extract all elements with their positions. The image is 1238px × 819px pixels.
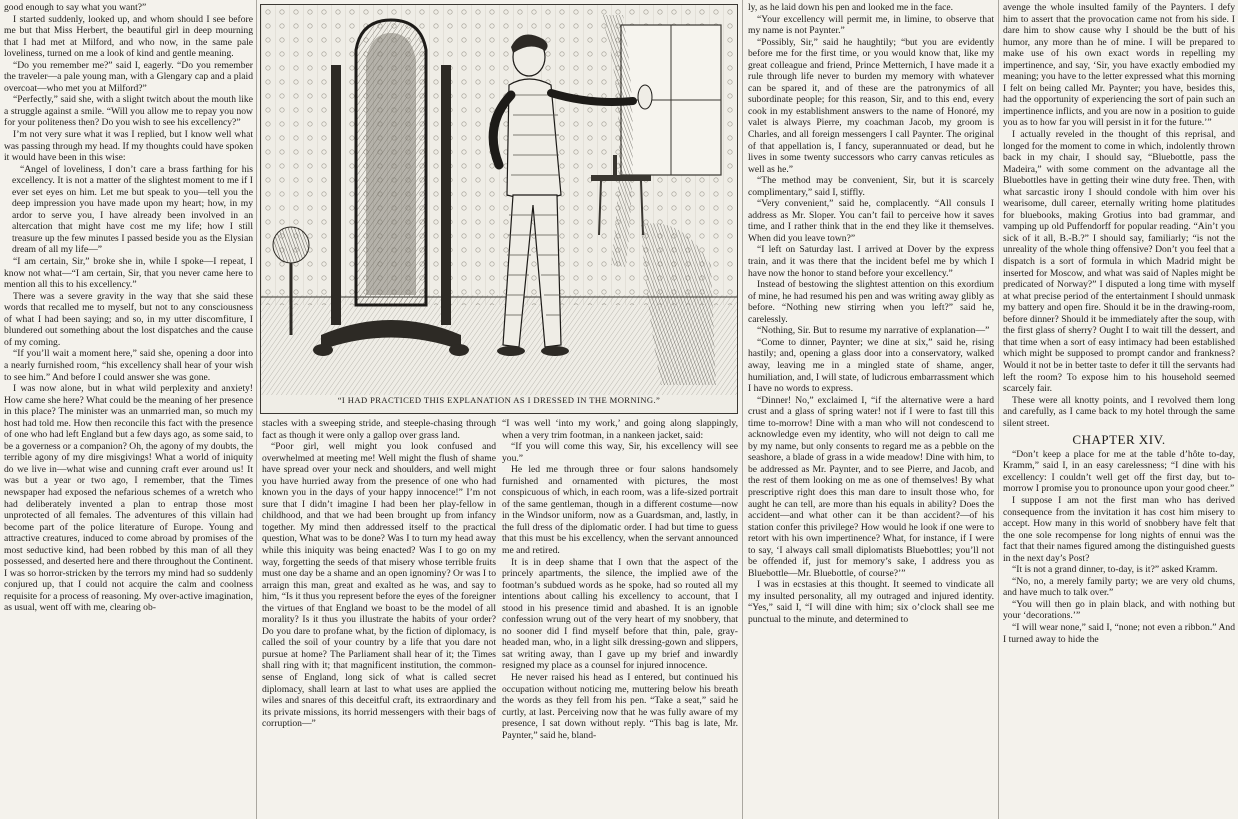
paragraph: “Nothing, Sir. But to resume my narrative of explanation—” xyxy=(757,325,990,337)
paragraph: I suppose I am not the first man who has derived consequence from the invitation it has cost him misery to accept. How many in this world of snobbery have felt that the one sole recompense for long nights of ennui was the fact that their names figured among the distinguished guests in the next day’s Post? xyxy=(1003,494,1235,564)
paragraph: I actually reveled in the thought of this reprisal, and longed for the moment to come in which, indolently thrown back in my chair, I should say, “Bluebottle, pass the Madeira,” with some comment on the advantage all the Bluebottles have in getting their wine duty free. Then, with what sarcastic irony I should condole with him over his wearisome, dull career, eternally writing home platitudes for bluebooks, making Grotius into bad grammar, and vamping up old Puffendorff for popular reading. “Ain’t you sick of it all, B.-B.?” I should say, familiarly; “is not the unreality of the whole thing offensive? Don’t you feel that a dispatch is a sort of formula in which Madrid might be inserted for Moscow, and what was said of Naples might be predicated of Norway?” I disputed a long time with myself at what precise period of the entertainment I should unmask my battery and open fire. Should it be in the drawing-room, before dinner? Should it be immediately after the soup, with the first glass of sherry? Ought I to wait till the dessert, and that time when a sort of easy intimacy had been established which might be supposed to prompt candor and frankness? Would it not be in better taste to defer it till the servants had left the room? To expose him to his household seemed scarcely fair. xyxy=(1003,129,1235,395)
paragraph: “If you will come this way, Sir, his excellency will see you.” xyxy=(502,441,738,464)
chapter-heading: CHAPTER XIV. xyxy=(1072,432,1166,448)
illustration-caption: “I HAD PRACTICED THIS EXPLANATION AS I DRESSED IN THE MORNING.” xyxy=(337,395,661,405)
paragraph: “I was well ‘into my work,’ and going along slappingly, when a very trim footman, in a nankeen jacket, said: xyxy=(502,418,738,441)
engraving-illustration xyxy=(260,4,738,414)
column-rule xyxy=(998,0,999,819)
paragraph: Instead of bestowing the slightest attention on this exordium of mine, he had resumed his pen and was writing away glibly as before. “Nothing new stirring when you left?” said he, carelessly. xyxy=(748,279,994,325)
text-column-1 xyxy=(4,2,253,817)
paragraph: “Poor girl, well might you look confused and overwhelmed at meeting me! Well might the flush of shame have spread over your neck and shoulders, and well might you have hurried away from the presence of one who had known you in the days of your happy innocence!” I’m not sure that I didn’t imagine I had been her play-fellow in childhood, and that we had been brought up from infancy together. My mind then addressed itself to the practical question, What was to be done? Was I to turn my head away while this iniquity was being enacted? Was I to go on my way, forgetting the seeds of that misery whose terrible fruits must one day be a shame and an open ignominy? Or was I to arraign this man, great and exalted as he was, and say to him, “Is it thus you represent before the eyes of the foreigner the virtues of that England we boast to be the model of all morality? Is it thus you illustrate the habits of your order? Do you dare to profane what, by the fiction of diplomacy, is called the soil of your country by a life that you dare not pursue at home? The Parliament shall hear of it; the Times shall ring with it; that magnificent institution, the common-sense of England, long sick of what is called secret diplomacy, shall learn at last to what uses are applied the wiles and snares of this deceitful craft, its extraordinary and its private missions, its horrid messengers with their bags of corruption—” xyxy=(262,441,496,730)
paragraph: “No, no, a merely family party; we are very old chums, and have much to talk over.” xyxy=(1003,575,1235,599)
text-column-3 xyxy=(502,418,738,817)
paragraph: “If you’ll wait a moment here,” said she, opening a door into a nearly furnished room, “his excellency shall hear of your wish to see him.” And before I could answer she was gone. xyxy=(4,348,253,383)
paragraph: “Don’t keep a place for me at the table d’hôte to-day, Kramm,” said I, in an easy carelessness; “I dine with his excellency: I couldn’t well get off the first day, but to-morrow I promise you to pronounce upon your good cheer.” xyxy=(1003,448,1235,495)
paragraph: stacles with a sweeping stride, and steeple-chasing through fact as though it were only a gallop over grass land. xyxy=(262,418,496,441)
paragraph: “Possibly, Sir,” said he haughtily; “but you are evidently before me for the first time, or you would know that, like my great colleague and friend, Prince Metternich, I have made it a rule through life never to burden my memory with whatever can be spared it, and of these are the patronymics of all subordinate people; for this reason, Sir, and to this end, every cook in my establishment answers to the name of Honoré, my valet is always Pierre, my coachman Jacob, my groom is Charles, and all foreign messengers I call Paynter. The original of that appellation is, I fancy, superannuated or dead, but he lives in some twenty successors who carry canvas reticules as well as he.” xyxy=(748,36,994,175)
paragraph: I’m not very sure what it was I replied, but I know well what was passing through my head. If my thoughts could have spoken it would have been in this wise: xyxy=(4,129,253,164)
paragraph: I was now alone, but in what wild perplexity and anxiety! How came she here? What could be the meaning of her presence in this place? The minister was an unmarried man, so much my host had told me. How then reconcile this fact with the presence of one who had left England but a few days ago, as some said, to be a governess or a companion? Oh, the agony of my doubts, the terrible agony of my dire misgivings! What a world of iniquity do we live in—what wise and cunning craft ever around us! It was but a year or two ago, I remember, that the Times newspaper had exposed the nefarious schemes of a wretch who had deliberately invented a plan to entrap those most unprotected of all females. The adventures of this villain had become part of the police literature of Europe. Young and attractive creatures, induced to come abroad by promises of the most seductive kind, had been robbed by this man of all they possessed, and deserted here and there throughout the Continent. I was so horror-stricken by the terrors my mind had so suddenly conjured up, that I could not acquire the calm and coolness requisite for a process of reasoning. My over-active imagination, as usual, went off with me, clearing ob- xyxy=(4,383,253,614)
text-column-4 xyxy=(748,2,994,817)
paragraph: I started suddenly, looked up, and whom should I see before me but that Miss Herbert, the beautiful girl in deep mourning that I had met at Milford, and who now, in the same pale loveliness, turned on me a look of kind and gentle meaning. xyxy=(4,13,253,60)
paragraph: “Perfectly,” said she, with a slight twitch about the mouth like a struggle against a smile. “Will you allow me to repay you now for your politeness then? Do you wish to see his excellency?” xyxy=(4,94,253,129)
paragraph: These were all knotty points, and I revolved them long and carefully, as I came back to my hotel through the same silent street. xyxy=(1003,394,1235,429)
paragraph: good enough to say what you want?” xyxy=(4,2,147,13)
paragraph: “I am certain, Sir,” broke she in, while I spoke—I repeat, I know not what—“I am certain, Sir, that you never came here to mention all this to his excellency.” xyxy=(4,256,253,291)
paragraph: avenge the whole insulted family of the Paynters. I defy him to assert that the provocation came not from his side. I dare him to show cause why I should be the butt of his humor, any more than he of mine. I will be prepared to make use of his own exact words in repelling my impertinence, and say, ‘Sir, you have exactly embodied my meaning; you have to the letter expressed what this morning I felt on being called Mr. Paynter; you have, besides this, had the opportunity of experiencing the sort of pain such an impertinence inflicts, and you are now in a position to guide you as to how far you will persist in it for the future.’” xyxy=(1003,2,1235,129)
paragraph: “I left on Saturday last. I arrived at Dover by the express train, and it was there that the incident befel me by which I have now the honor to stand before your excellency.” xyxy=(748,244,994,279)
paragraph: “Angel of loveliness, I don’t care a brass farthing for his excellency. It is not a matter of the slightest moment to me if I ever set eyes on him. Let me but speak to you—tell you the deep impression you have made upon my heart; how, in my ardor to serve you, I have already been involved in an altercation that might have cost me my life; how I still treasure up the few minutes I passed beside you as the Elysian dream of all my life—” xyxy=(12,163,253,256)
paragraph: “Come to dinner, Paynter; we dine at six,” said he, rising hastily; and, opening a glass door into a conservatory, walked away, leaving me in a mingled state of shame, anger, humiliation, and, I will state, of ludicrous embarrassment which I have no words to express. xyxy=(748,336,994,395)
paragraph: He never raised his head as I entered, but continued his occupation without noticing me, muttering below his breath the words as they fell from his pen. “Take a seat,” said he curtly, at last. Perceiving now that he was fully aware of my presence, I sat down without reply. “This bag is late, Mr. Paynter,” said he, bland- xyxy=(502,672,738,741)
paragraph: He led me through three or four salons handsomely furnished and ornamented with pictures, the most conspicuous of which, in each room, was a life-sized portrait of the same gentleman, though in a different costume—now in the Windsor uniform, now as a Guardsman, and, lastly, in the full dress of the diplomatic order. I had but time to guess that this must be his excellency, when the servant announced me and retired. xyxy=(502,464,738,557)
column-rule xyxy=(742,0,743,819)
paragraph: ly, as he laid down his pen and looked me in the face. xyxy=(748,2,954,13)
paragraph: “Your excellency will permit me, in limine, to observe that my name is not Paynter.” xyxy=(748,13,994,37)
paragraph: It is in deep shame that I own that the aspect of the princely apartments, the silence, the implied awe of the footman’s subdued words as he spoke, had so routed all my intentions about calling his excellency to account, that I stood in his presence timid and abashed. It is an ignoble confession wrung out of the very heart of my snobbery, that no sooner did I find myself before that thin, pale, gray-headed man, who, in a light silk dressing-gown and slippers, sat writing away, than I gave up my brief and inwardly resigned my place as a counsel for injured innocence. xyxy=(502,556,738,672)
paragraph: “It is not a grand dinner, to-day, is it?” asked Kramm. xyxy=(1012,564,1218,576)
dressing-room-engraving xyxy=(261,5,737,395)
paragraph: “Do you remember me?” said I, eagerly. “Do you remember the traveler—a pale young man, with a Glengary cap and a plaid overcoat—who met you at Milford?” xyxy=(4,59,253,94)
text-column-5 xyxy=(1003,2,1235,817)
column-rule xyxy=(256,0,257,819)
text-column-2 xyxy=(262,418,496,817)
paragraph: “The method may be convenient, Sir, but it is scarcely complimentary,” said I, stiffly. xyxy=(748,175,994,198)
paragraph: I was in ecstasies at this thought. It seemed to vindicate all my insulted personality, all my outraged and injured identity. “Yes,” said I, “I will dine with him; six o’clock shall see me punctual to the minute, and determined to xyxy=(748,579,994,625)
paragraph: “I will wear none,” said I, “none; not even a ribbon.” And I turned away to hide the xyxy=(1003,621,1235,645)
paragraph: “You will then go in plain black, and with nothing but your ‘decorations.’” xyxy=(1003,598,1235,622)
paragraph: There was a severe gravity in the way that she said these words that recalled me to myself, but not to any consciousness of what I had been saying; and so, in my utter discomfiture, I blundered out something about the lost dispatches and the cause of my coming. xyxy=(4,290,253,348)
paragraph: “Very convenient,” said he, complacently. “All consuls I address as Mr. Sloper. You can’t fail to perceive how it saves time, and I rather think that in the end they like it themselves. When did you leave town?” xyxy=(748,198,994,244)
paragraph: “Dinner! No,” exclaimed I, “if the alternative were a hard crust and a glass of spring water! not if I were to fast till this time to-morrow! Dine with a man who will not condescend to acknowledge even my identity, who will not deign to call me by my name, but only consents to regard me as a pebble on the seashore, a blade of grass in a wide meadow! Dine with him, to be addressed as Mr. Paynter, and to see Pierre, and Jacob, and the rest of them looking on me as one of themselves! By what prescriptive right does this man dare to insult those who, for aught he can tell, are more than his equals in ability? Does the accident—and what other can it be than accident?—of his station confer this privilege? How would he look if one were to retort with his own impertinence? What, for instance, if I were to say, ‘I always call small diplomatists Bluebottles; you’ll not be offended if, just for memory’s sake, I address you as Bluebottle—Mr. Bluebottle, of course?’” xyxy=(748,394,994,579)
